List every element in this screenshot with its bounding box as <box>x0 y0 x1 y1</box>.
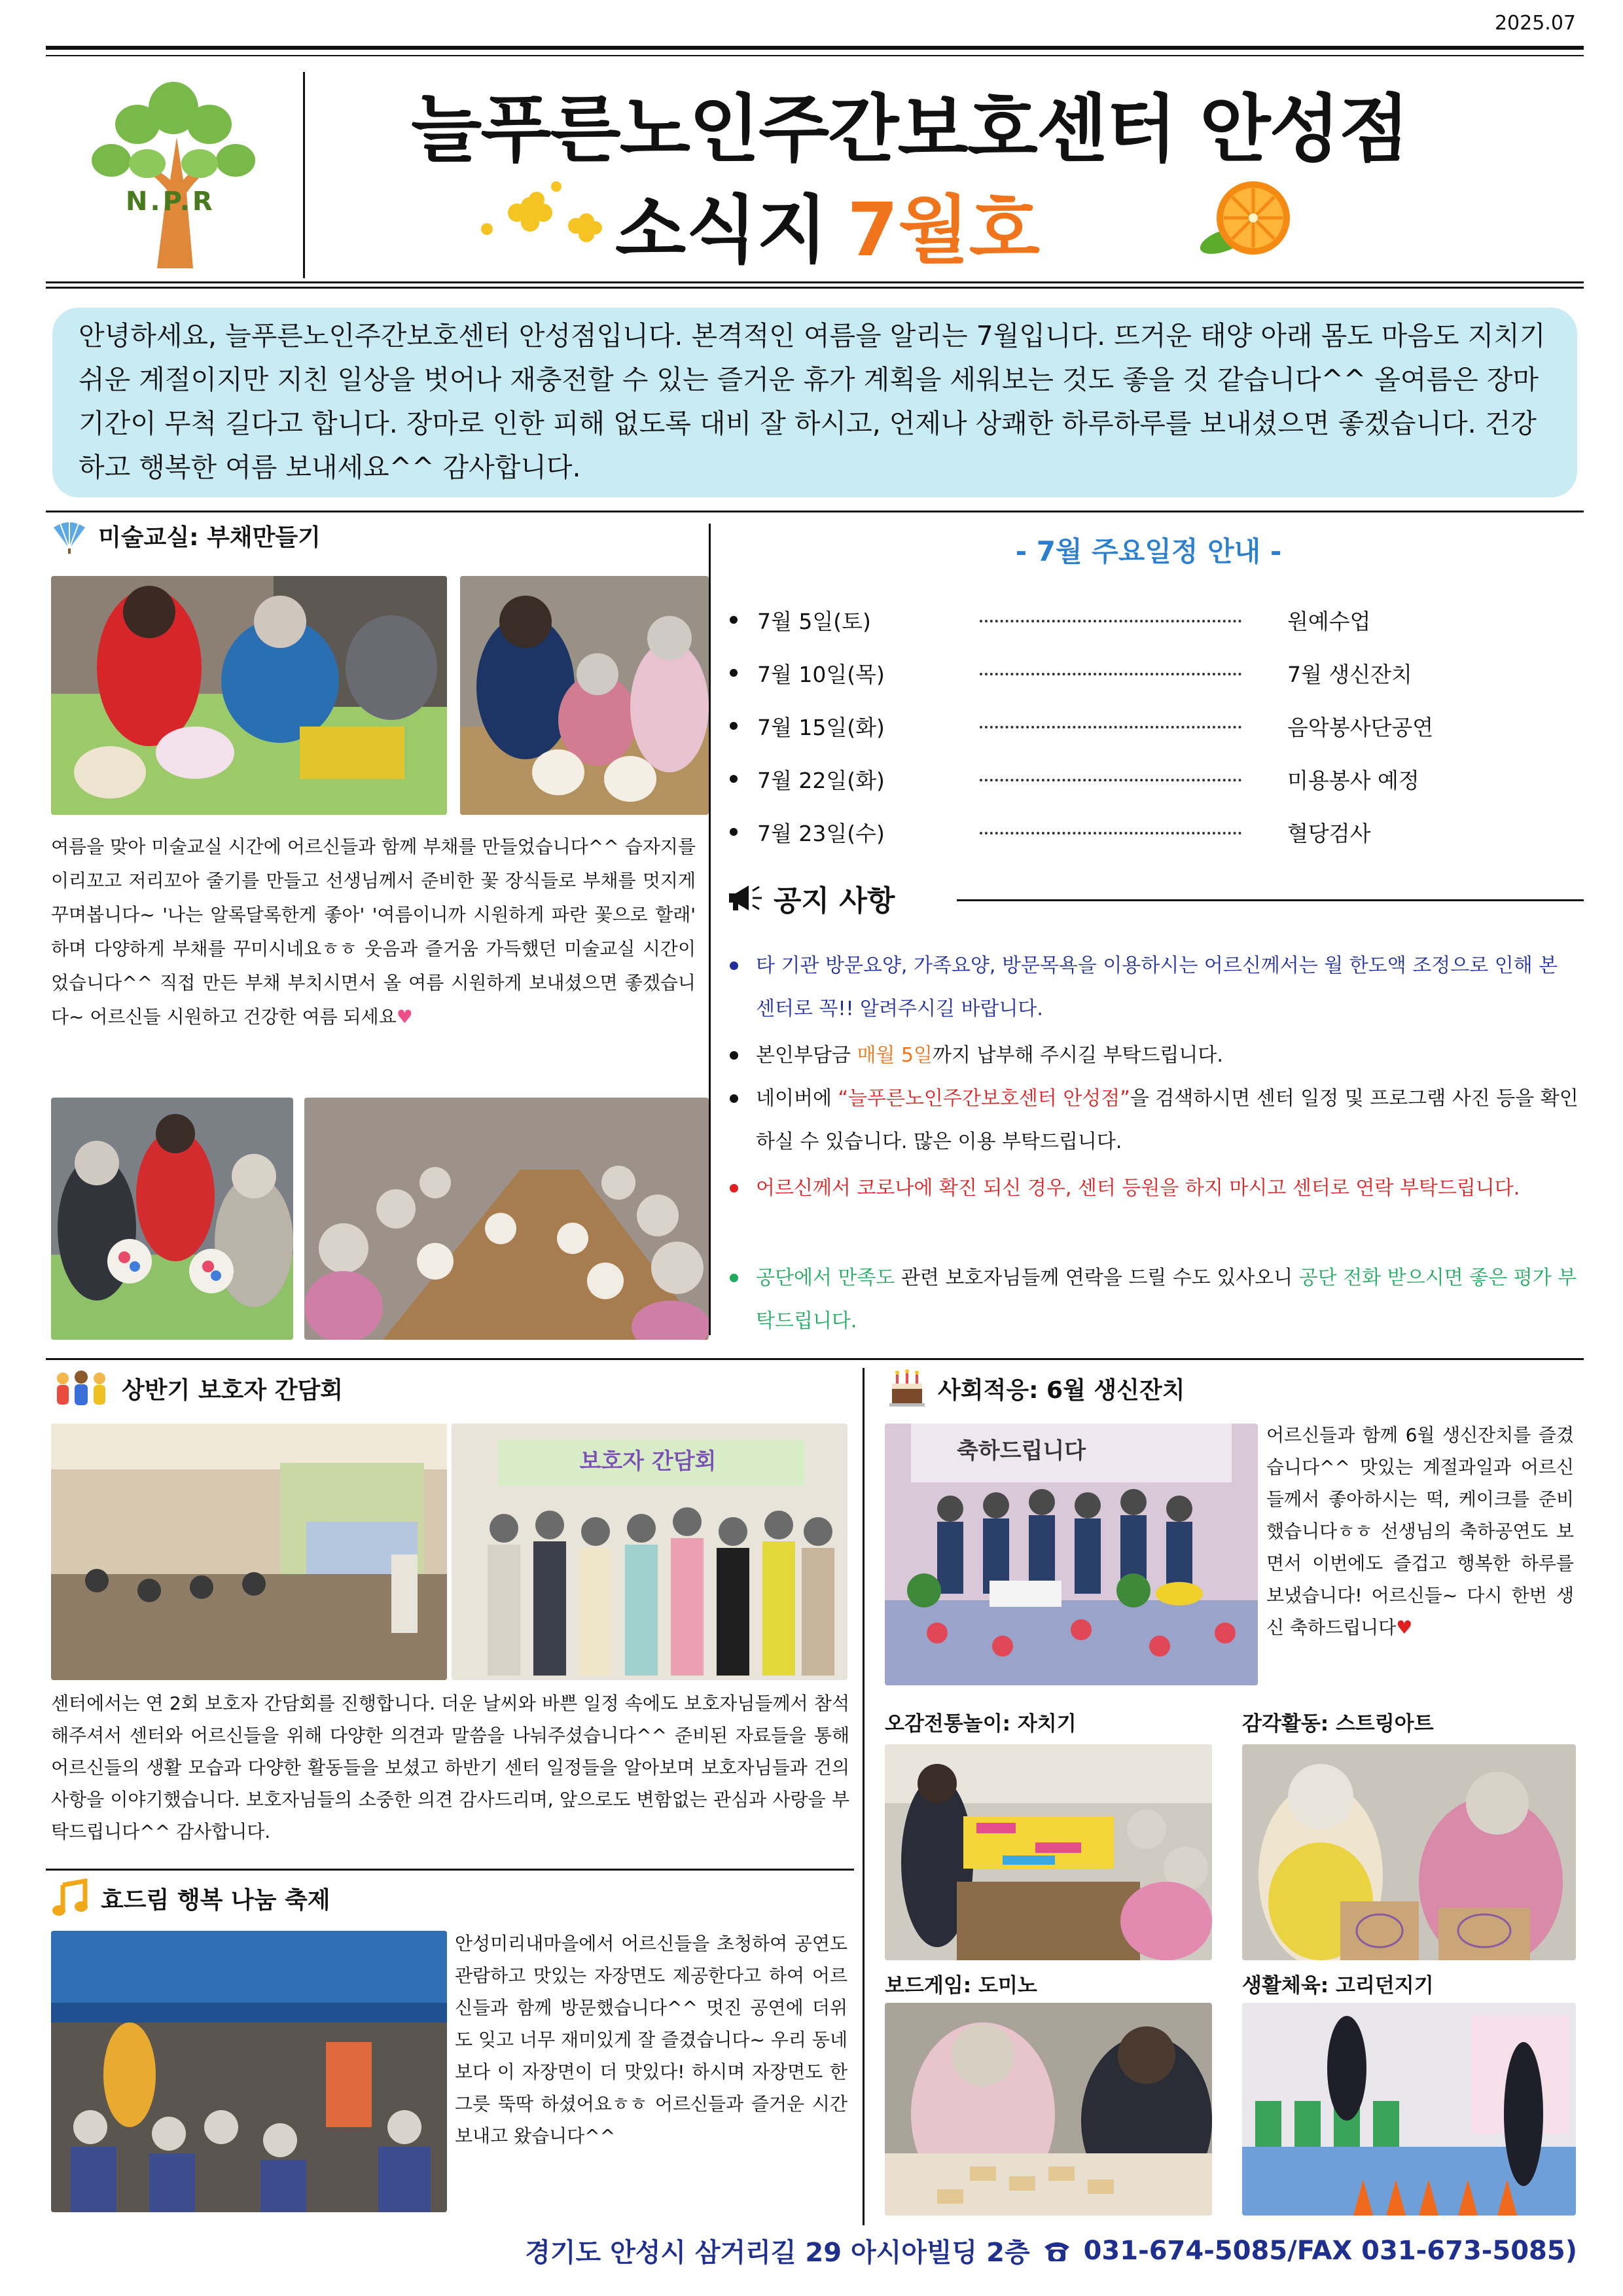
birthday-photo <box>885 1424 1258 1685</box>
art-class-photo-1 <box>51 576 447 815</box>
subtitle-prefix: 소식지 <box>615 188 828 273</box>
schedule-date: 7월 5일(토) <box>757 608 871 634</box>
birthday-banner-text: 축하드립니다 <box>957 1438 1086 1464</box>
art-class-photo-3 <box>51 1098 293 1340</box>
fan-icon <box>51 517 88 554</box>
music-note-icon <box>51 1878 90 1918</box>
leader-dots <box>980 723 1241 728</box>
footer <box>525 2232 1577 2269</box>
schedule-event: 원예수업 <box>1287 608 1371 634</box>
guardian-meeting-heading: 상반기 보호자 간담회 <box>122 1376 344 1404</box>
notice-text: 어르신께서 코로나에 확진 되신 경우, 센터 등원을 하지 마시고 센터로 연락 부탁드립니다. <box>756 1177 1520 1200</box>
schedule-date: 7월 15일(화) <box>757 714 885 740</box>
birthday-title <box>887 1369 1185 1407</box>
notice-3-c: 을 검색하시면 센터 일정 및 프로그램 사진 등을 확인 하실 수 있습니다. 많은 이용 부탁드립니다. <box>756 1087 1578 1153</box>
title-flowers <box>478 177 602 249</box>
activity-title-2: 감각활동: 스트링아트 <box>1242 1712 1434 1736</box>
intro-rule <box>46 511 1584 512</box>
art-class-photo-2 <box>460 576 709 815</box>
notice-2-c: 까지 납부해 주시길 부탁드립니다. <box>933 1044 1223 1067</box>
people-icon <box>51 1369 111 1407</box>
footer-address: 경기도 안성시 삼거리길 29 아시아빌딩 2층 <box>525 2238 1030 2268</box>
notice-2-a: 본인부담금 <box>756 1044 857 1067</box>
schedule-row-1 <box>730 603 1515 636</box>
newsletter-subtitle <box>615 171 1040 277</box>
festival-heading: 효드림 행복 나눔 축제 <box>101 1886 330 1914</box>
notice-5-a: 공단에서 만족도 <box>756 1266 895 1289</box>
heart-icon: ♥ <box>1396 1617 1413 1638</box>
notice-2-highlight: 매월 5일 <box>857 1044 933 1067</box>
middle-rule <box>46 1358 1584 1360</box>
intro-box <box>52 308 1577 497</box>
schedule-row-4 <box>730 762 1515 795</box>
notice-header <box>726 877 895 919</box>
schedule-row-3 <box>730 709 1515 742</box>
logo-text: N.P.R <box>126 187 215 217</box>
phone-icon <box>1042 2238 1072 2264</box>
notice-item-2 <box>730 1034 1580 1077</box>
schedule-event: 음악봉사단공연 <box>1287 714 1434 740</box>
bullet <box>730 1051 738 1060</box>
festival-body: 안성미리내마을에서 어르신들을 초청하여 공연도 관람하고 맛있는 자장면도 제공한다고 하여 어르신들과 함께 방문했습니다^^ 멋진 공연에 더위도 잊고 너무 재미있게 잘 즐겼습니다~ 우리 동네보다 이 자장면이 더 맛있다! 하시며 자장면도 한그릇 뚝딱 하셨어요ㅎㅎ 어르신들과 즐거운 시간 보내고 왔습니다^^ <box>455 1933 847 2147</box>
notice-item-5 <box>730 1257 1580 1343</box>
guardian-meeting-title <box>51 1369 343 1407</box>
art-class-photo-4 <box>304 1098 709 1340</box>
bullet <box>730 616 738 624</box>
notice-3-highlight: “늘푸른노인주간보호센터 안성점” <box>838 1087 1130 1110</box>
heart-icon: ♥ <box>396 1006 413 1028</box>
header-rule <box>46 281 1584 283</box>
art-class-body <box>51 830 696 1034</box>
notice-text <box>756 1034 1580 1077</box>
schedule-event: 혈당검사 <box>1287 820 1371 846</box>
column-divider-top <box>709 524 711 1335</box>
issue-date: 2025.07 <box>1494 12 1576 35</box>
birthday-text: 어르신들과 함께 6월 생신잔치를 즐겼습니다^^ 맛있는 계절과일과 어르신들께서 좋아하시는 떡, 케이크를 준비했습니다ㅎㅎ 선생님의 축하공연도 보면서 이번에도 즐겁고 행복한 하루를 보냈습니다! 어르신들~ 다시 한번 생신 축하드립니다 <box>1266 1424 1574 1638</box>
orange-icon <box>1198 175 1296 260</box>
activity-photo-2 <box>1242 1744 1576 1960</box>
guardian-photo-2 <box>452 1424 847 1680</box>
notice-5-c: 공단 전화 받으시면 좋은 평가 부탁드립니다. <box>756 1266 1577 1333</box>
activity-title-1: 오감전통놀이: 자치기 <box>885 1712 1077 1736</box>
intro-text: 안녕하세요, 늘푸른노인주간보호센터 안성점입니다. 본격적인 여름을 알리는 7월입니다. 뜨거운 태양 아래 몸도 마음도 지치기 쉬운 계절이지만 지친 일상을 벗어나 재충전할 수 있는 즐거운 휴가 계획을 세워보는 것도 좋을 것 같습니다^^ 올여름은 장마기간이 무척 길다고 합니다. 장마로 인한 피해 없도록 대비 잘 하시고, 언제나 상쾌한 하루하루를 보내셨으면 좋겠습니다. 건강하고 행복한 여름 보내세요^^ 감사합니다. <box>79 320 1546 483</box>
festival-title <box>51 1878 330 1918</box>
bullet <box>730 722 738 730</box>
art-class-text: 여름을 맞아 미술교실 시간에 어르신들과 함께 부채를 만들었습니다^^ 습자지를 이리꼬고 저리꼬아 줄기를 만들고 선생님께서 준비한 꽃 장식들로 부채를 멋지게 꾸며봅니다~ '나는 알록달록한게 좋아' '여름이니까 시원하게 파란 꽃으로 할래' 하며 다양하게 부채를 꾸미시네요ㅎㅎ 웃음과 즐거움 가득했던 미술교실 시간이었습니다^^ 직접 만든 부채 부치시면서 올 여름 시원하게 보내셨으면 좋겠습니다~ 어르신들 시원하고 건강한 여름 되세요 <box>51 836 696 1028</box>
birthday-body <box>1266 1419 1574 1643</box>
top-rule-thin <box>46 55 1584 56</box>
guardian-meeting-body: 센터에서는 연 2회 보호자 간담회를 진행합니다. 더운 날씨와 바쁜 일정 속에도 보호자님들께서 참석해주셔서 센터와 어르신들을 위해 다양한 의견과 말씀을 나눠주셨습니다^^ 준비된 자료들을 통해 어르신들의 생활 모습과 다양한 활동들을 보셨고 하반기 센터 일정들을 알아보며 보호자님들과 건의사항을 이야기했습니다. 보호자님들의 소중한 의견 감사드리며, 앞으로도 변함없는 관심과 사랑을 부탁드립니다^^ 감사합니다. <box>51 1693 849 1842</box>
notice-title: 공지 사항 <box>774 884 895 918</box>
column-divider-bottom <box>863 1368 865 2225</box>
cake-icon <box>887 1369 927 1407</box>
leader-dots <box>980 670 1241 675</box>
center-logo <box>85 72 262 268</box>
notice-item-4 <box>730 1167 1580 1210</box>
bullet <box>730 1184 738 1193</box>
notice-item-1 <box>730 944 1580 1031</box>
leader-dots <box>980 617 1241 622</box>
activity-photo-1 <box>885 1744 1212 1960</box>
guardian-photo-1 <box>51 1424 447 1680</box>
footer-phone: 031-674-5085/FAX 031-673-5085) <box>1083 2235 1577 2266</box>
notice-rule <box>957 899 1584 901</box>
activity-title-3: 보드게임: 도미노 <box>885 1974 1037 1998</box>
notice-3-a: 네이버에 <box>756 1087 838 1110</box>
art-class-title <box>51 517 321 554</box>
schedule-row-5 <box>730 816 1515 848</box>
notice-text <box>756 1257 1580 1343</box>
notice-5-b: 관련 보호자님들께 연락을 드릴 수도 있사오니 <box>895 1266 1299 1289</box>
subtitle-month: 7월호 <box>847 188 1040 273</box>
notice-text <box>756 1077 1580 1164</box>
guardian-banner-text: 보호자 간담회 <box>579 1448 717 1475</box>
schedule-row-2 <box>730 656 1515 689</box>
schedule-date: 7월 10일(목) <box>757 661 885 687</box>
schedule-date: 7월 22일(화) <box>757 767 885 793</box>
top-rule <box>46 46 1584 50</box>
schedule-event: 7월 생신잔치 <box>1287 661 1412 687</box>
art-class-heading: 미술교실: 부채만들기 <box>98 524 321 551</box>
leader-dots <box>980 829 1241 834</box>
bullet <box>730 669 738 677</box>
guardian-rule <box>46 1869 854 1871</box>
header-rule-2 <box>46 287 1584 289</box>
schedule-event: 미용봉사 예정 <box>1287 767 1419 793</box>
bullet <box>730 828 738 836</box>
bullet <box>730 1274 738 1282</box>
newsletter-title: 늘푸른노인주간보호센터 안성점 <box>411 87 1408 172</box>
header-divider <box>303 72 305 278</box>
notice-item-3 <box>730 1077 1580 1164</box>
megaphone-icon <box>726 883 764 913</box>
leader-dots <box>980 776 1241 781</box>
activity-title-4: 생활체육: 고리던지기 <box>1242 1974 1434 1998</box>
bullet <box>730 775 738 783</box>
birthday-heading: 사회적응: 6월 생신잔치 <box>938 1376 1185 1404</box>
schedule-title: - 7월 주요일정 안내 - <box>1015 535 1282 567</box>
festival-photo <box>51 1931 447 2212</box>
bullet <box>730 961 738 970</box>
notice-text: 타 기관 방문요양, 가족요양, 방문목욕을 이용하시는 어르신께서는 월 한도액 조정으로 인해 본 센터로 꼭!! 알려주시길 바랍니다. <box>756 954 1558 1020</box>
activity-photo-4 <box>1242 2003 1576 2215</box>
activity-photo-3 <box>885 2003 1212 2215</box>
schedule-date: 7월 23일(수) <box>757 820 885 846</box>
bullet <box>730 1094 738 1103</box>
